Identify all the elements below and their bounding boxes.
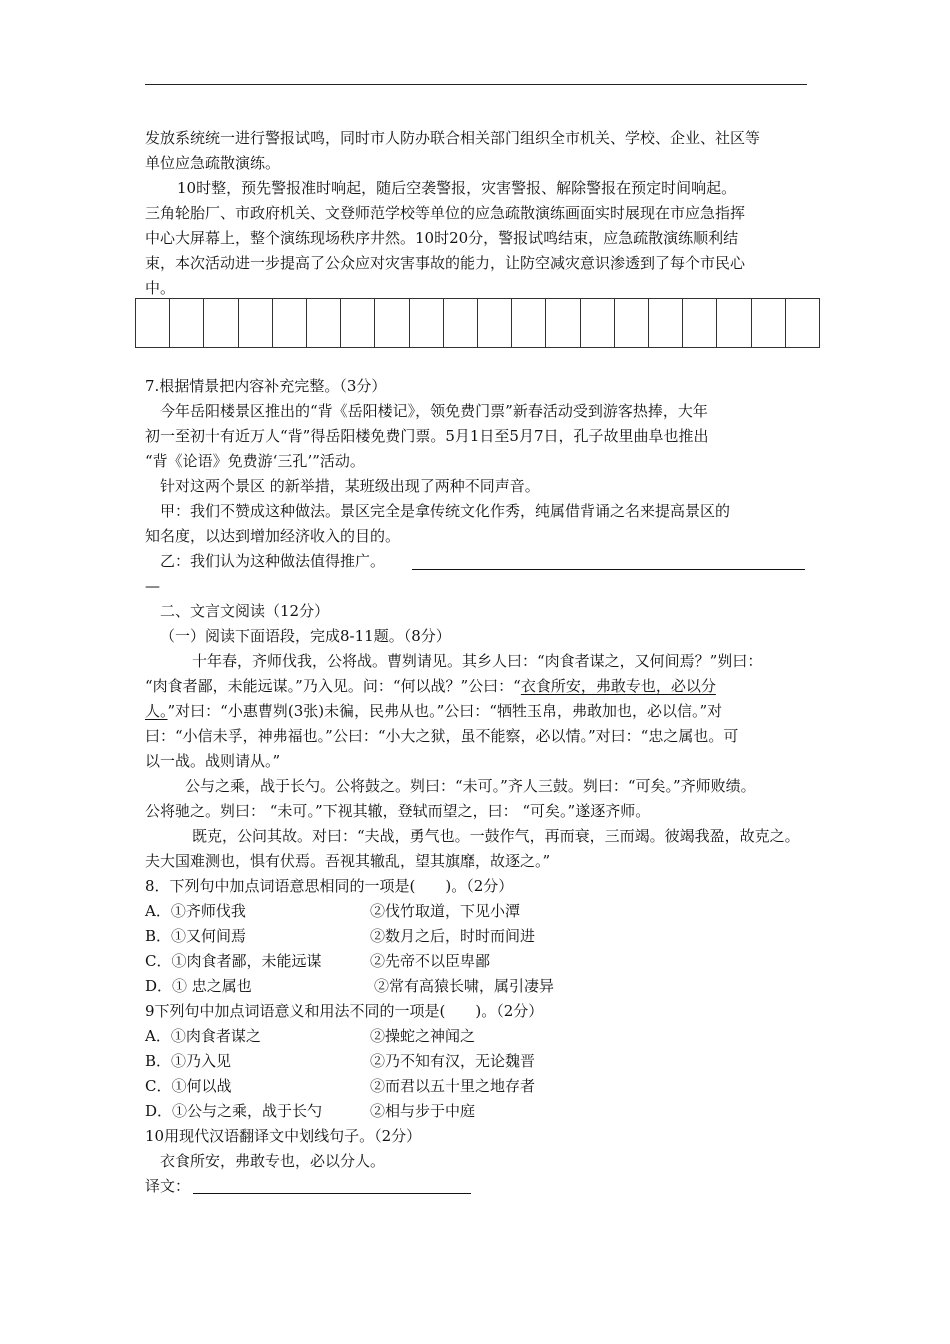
- q8-option-b2: ②数月之后，时时而间进: [370, 927, 536, 945]
- q7-para: 针对这两个景区 的新举措，某班级出现了两种不同声音。: [160, 477, 540, 495]
- q9-option-c: C．①何以战: [145, 1077, 232, 1095]
- text-line: 以一战。战则请从。”: [145, 752, 281, 770]
- grid-cell[interactable]: [615, 299, 649, 347]
- passage-line: 中心大屏幕上，整个演练现场秩序井然。10时20分，警报试鸣结束，应急疏散演练顺利结: [145, 229, 739, 247]
- q7-title: 7.根据情景把内容补充完整。（3分）: [145, 377, 387, 395]
- q10-answer-line[interactable]: [193, 1193, 471, 1194]
- q7-para: 今年岳阳楼景区推出的“背《岳阳楼记》，领免费门票”新春活动受到游客热捧，大年: [160, 402, 708, 420]
- q10-label: 译文：: [145, 1177, 191, 1195]
- text-line: 公将驰之。刿曰： “未可。”下视其辙，登轼而望之，曰： “可矣。”遂逐齐师。: [145, 802, 651, 820]
- q8-option-a: A．①齐师伐我: [145, 902, 246, 920]
- text-line: 人。”对曰：“小惠曹刿(3张)未徧，民弗从也。”公曰：“牺牲玉帛，弗敢加也，必以信。”对: [145, 702, 723, 720]
- grid-cell[interactable]: [375, 299, 409, 347]
- q9-option-b: B．①乃入见: [145, 1052, 232, 1070]
- grid-cell[interactable]: [273, 299, 307, 347]
- q7-para: 乙：我们认为这种做法值得推广。: [160, 552, 386, 570]
- text-line: 夫大国难测也，惧有伏焉。吾视其辙乱，望其旗靡，故逐之。”: [145, 852, 551, 870]
- grid-cell[interactable]: [170, 299, 204, 347]
- q10-title: 10用现代汉语翻译文中划线句子。（2分）: [145, 1127, 422, 1145]
- passage-line: 10时整，预先警报准时响起，随后空袭警报，灾害警报、解除警报在预定时间响起。: [177, 179, 737, 197]
- text-line: 十年春，齐师伐我，公将战。曹刿请见。其乡人曰：“肉食者谋之，又何间焉？”刿曰：: [192, 652, 763, 670]
- q8-option-a2: ②伐竹取道，下见小潭: [370, 902, 521, 920]
- underlined-sentence: 衣食所安，弗敢专也，必以分: [520, 677, 716, 695]
- grid-cell[interactable]: [649, 299, 683, 347]
- q9-title: 9下列句中加点词语意义和用法不同的一项是( )。（2分）: [145, 1002, 544, 1020]
- q7-para: 甲：我们不赞成这种做法。景区完全是拿传统文化作秀，纯属借背诵之名来提高景区的: [160, 502, 731, 520]
- grid-cell[interactable]: [307, 299, 341, 347]
- q8-title: 8．下列句中加点词语意思相同的一项是( )。（2分）: [145, 877, 514, 895]
- grid-cell[interactable]: [683, 299, 717, 347]
- grid-cell[interactable]: [204, 299, 238, 347]
- q8-option-c: C．①肉食者鄙，未能远谋: [145, 952, 322, 970]
- q9-option-c2: ②而君以五十里之地存者: [370, 1077, 536, 1095]
- text-line: 既克，公问其故。对曰：“夫战，勇气也。一鼓作气，再而衰，三而竭。彼竭我盈，故克之。: [192, 827, 800, 845]
- section-title: 二、文言文阅读（12分）: [160, 602, 330, 620]
- grid-cell[interactable]: [136, 299, 170, 347]
- q7-answer-line[interactable]: [412, 569, 805, 570]
- grid-cell[interactable]: [786, 299, 819, 347]
- q7-dash: —: [145, 577, 160, 595]
- passage-line: 三角轮胎厂、市政府机关、文登师范学校等单位的应急疏散演练画面实时展现在市应急指挥: [145, 204, 746, 222]
- passage-line: 单位应急疏散演练。: [145, 154, 281, 172]
- text-line: “肉食者鄙，未能远谋。”乃入见。问：“何以战？”公曰：“衣食所安，弗敢专也，必以分: [145, 677, 716, 695]
- grid-cell[interactable]: [512, 299, 546, 347]
- q7-para: 知名度，以达到增加经济收入的目的。: [145, 527, 401, 545]
- passage-line: 中。: [145, 279, 176, 297]
- grid-cell[interactable]: [752, 299, 786, 347]
- q9-option-d: D．①公与之乘，战于长勺: [145, 1102, 323, 1120]
- q7-para: 初一至初十有近万人“背”得岳阳楼免费门票。5月1日至5月7日，孔子故里曲阜也推出: [145, 427, 709, 445]
- q9-option-b2: ②乃不知有汉，无论魏晋: [370, 1052, 536, 1070]
- q10-sentence: 衣食所安，弗敢专也，必以分人。: [160, 1152, 386, 1170]
- q9-option-d2: ②相与步于中庭: [370, 1102, 476, 1120]
- q8-option-c2: ②先帝不以臣卑鄙: [370, 952, 491, 970]
- passage-line: 束，本次活动进一步提高了公众应对灾害事故的能力，让防空减灾意识渗透到了每个市民心: [145, 254, 746, 272]
- q8-option-d2: ②常有高猿长啸，属引凄异: [374, 977, 555, 995]
- underlined-sentence: 人。: [145, 702, 168, 720]
- grid-cell[interactable]: [478, 299, 512, 347]
- section-subtitle: （一）阅读下面语段，完成8-11题。（8分）: [160, 627, 451, 645]
- q9-option-a2: ②操蛇之神闻之: [370, 1027, 476, 1045]
- answer-grid[interactable]: [135, 298, 820, 348]
- grid-cell[interactable]: [444, 299, 478, 347]
- grid-cell[interactable]: [717, 299, 751, 347]
- passage-line: 发放系统统一进行警报试鸣，同时市人防办联合相关部门组织全市机关、学校、企业、社区等: [145, 129, 761, 147]
- q8-option-d: D．① 忠之属也: [145, 977, 252, 995]
- header-rule: [145, 84, 807, 85]
- grid-cell[interactable]: [546, 299, 580, 347]
- text-line: 曰：“小信未孚，神弗福也。”公曰：“小大之狱，虽不能察，必以情。”对曰：“忠之属也。可: [145, 727, 739, 745]
- text-line: 公与之乘，战于长勺。公将鼓之。刿曰：“未可。”齐人三鼓。刿曰：“可矣。”齐师败绩。: [185, 777, 756, 795]
- q8-option-b: B．①又何间焉: [145, 927, 247, 945]
- grid-cell[interactable]: [239, 299, 273, 347]
- q9-option-a: A．①肉食者谋之: [145, 1027, 261, 1045]
- q7-para: “背《论语》免费游‘三孔’”活动。: [145, 452, 365, 470]
- grid-cell[interactable]: [410, 299, 444, 347]
- grid-cell[interactable]: [341, 299, 375, 347]
- grid-cell[interactable]: [581, 299, 615, 347]
